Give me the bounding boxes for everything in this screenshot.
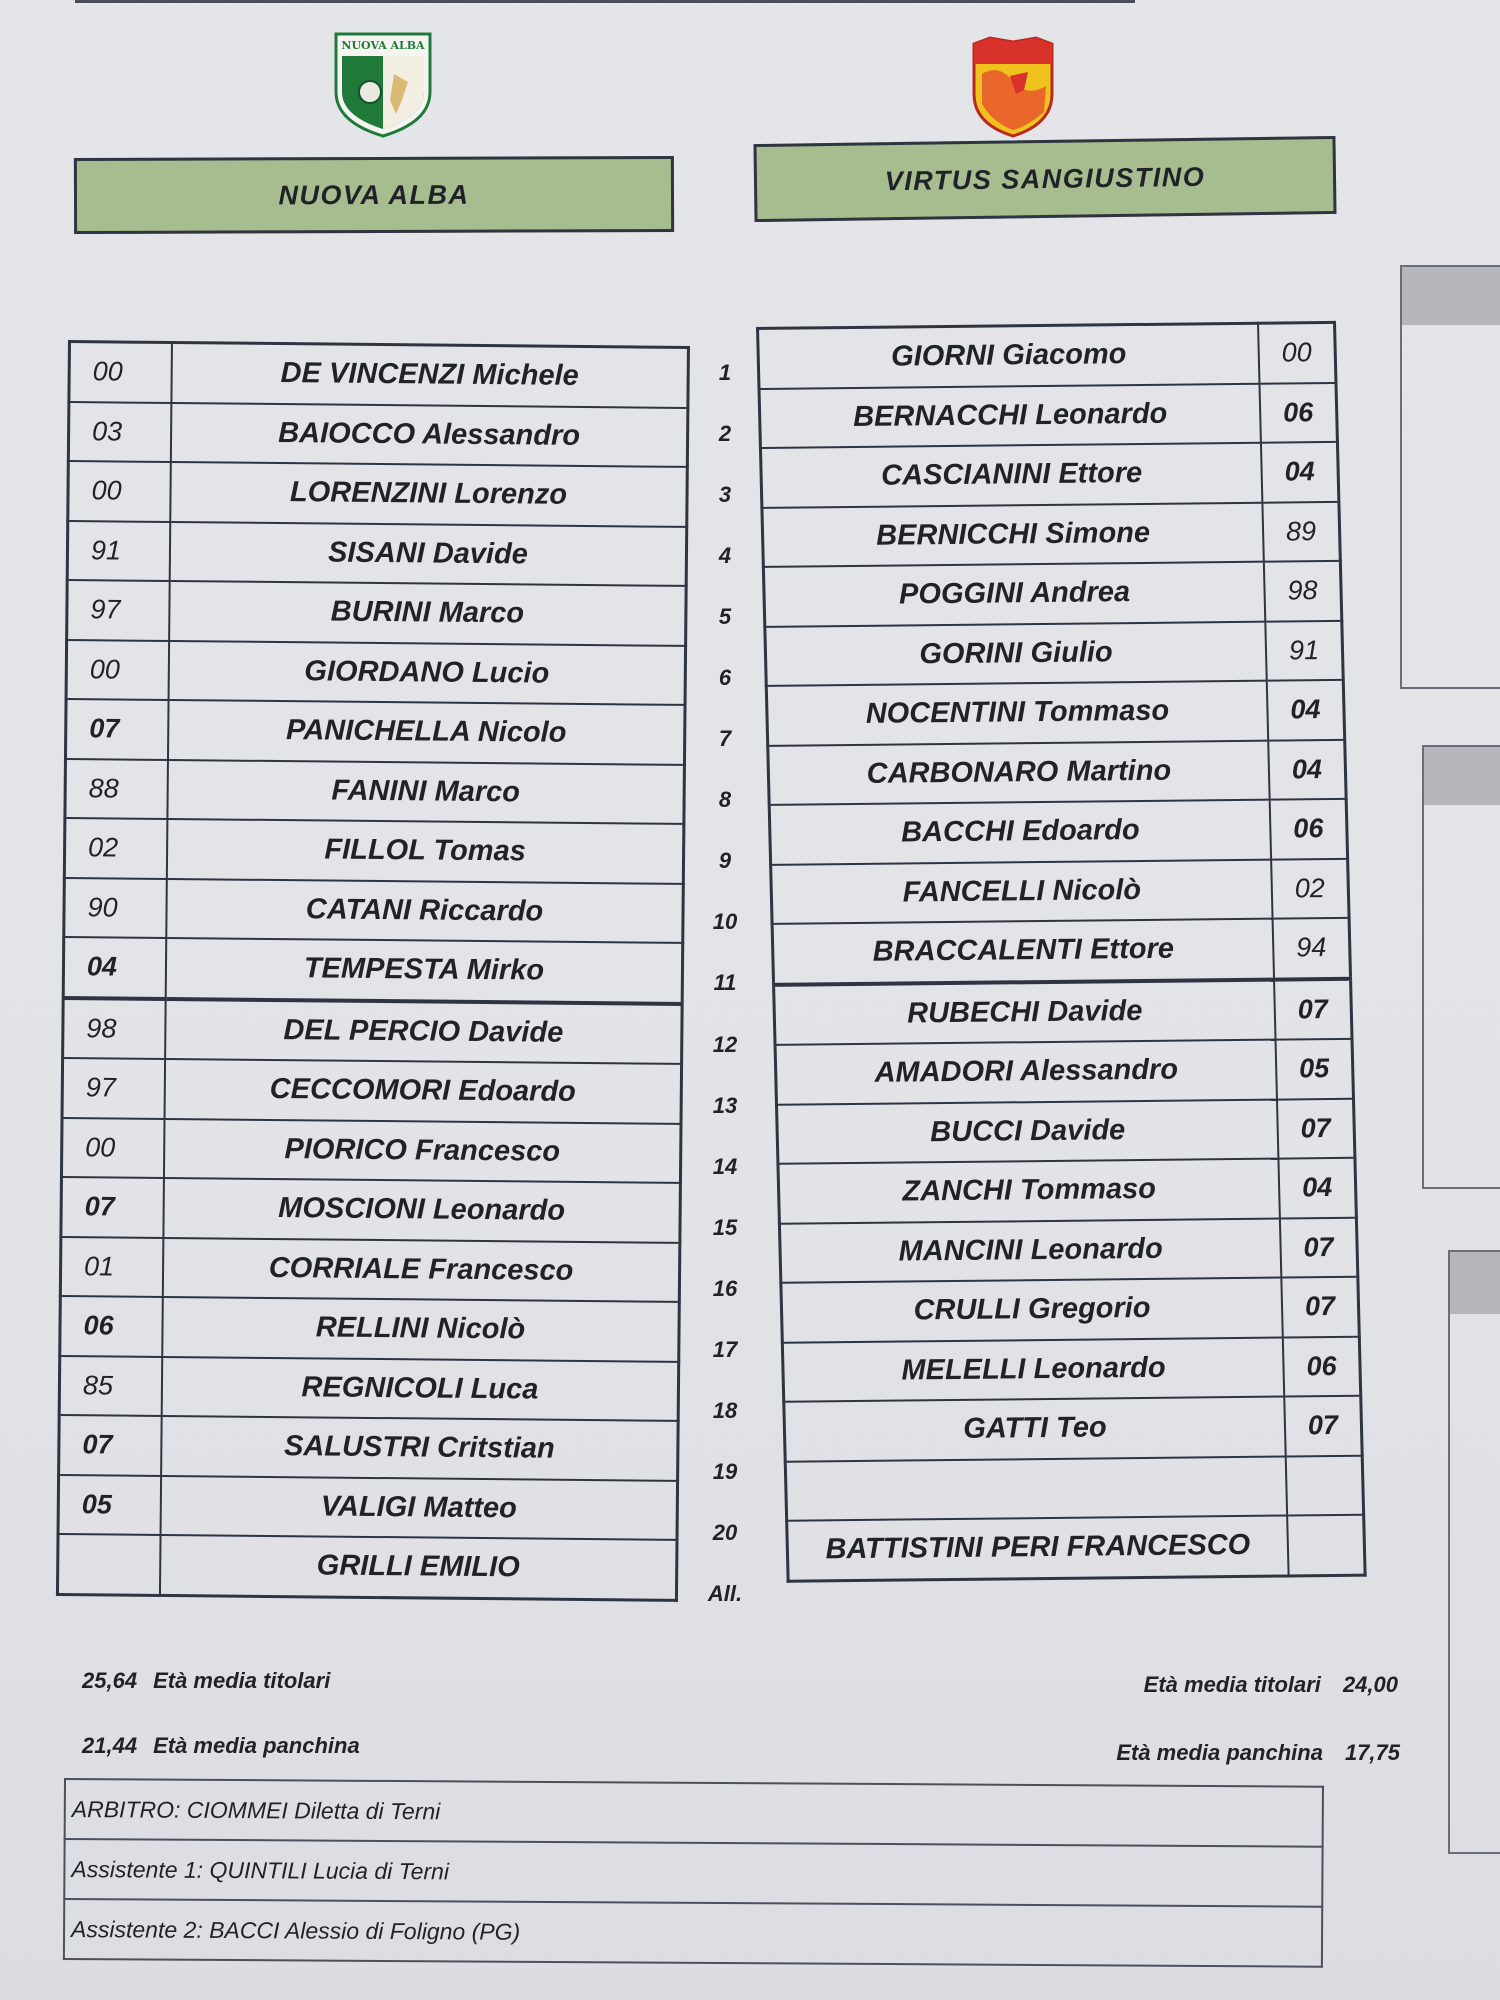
player-age: 07	[1280, 1217, 1358, 1277]
player-name: GATTI Teo	[784, 1397, 1286, 1462]
coach-name: BATTISTINI PERI FRANCESCO	[787, 1516, 1289, 1581]
player-age: 00	[66, 640, 169, 700]
table-row	[774, 978, 1352, 1045]
player-age: 07	[65, 699, 168, 759]
shirt-number: 12	[712, 1031, 738, 1057]
table-row	[68, 461, 688, 526]
player-age: 89	[1262, 501, 1340, 561]
player-name: FANINI Marco	[167, 759, 684, 823]
table-row	[60, 1296, 680, 1361]
player-age: 02	[1271, 858, 1349, 918]
shirt-number: 5	[718, 603, 732, 629]
table-row	[61, 1177, 681, 1242]
shirt-number: 13	[712, 1092, 738, 1118]
table-row	[763, 561, 1341, 627]
assistant-1: Assistente 1: QUINTILI Lucia di Terni	[64, 1839, 1322, 1907]
player-name: VALIGI Matteo	[161, 1475, 678, 1539]
shirt-number: 10	[712, 909, 738, 935]
table-row	[775, 1039, 1353, 1105]
table-row	[62, 1058, 682, 1123]
player-name: GIORDANO Lucio	[169, 640, 686, 704]
player-name: CORRIALE Francesco	[163, 1237, 680, 1301]
player-age: 00	[69, 342, 172, 403]
table-row	[772, 918, 1350, 985]
player-age: 07	[1281, 1277, 1359, 1337]
table-row	[61, 1117, 681, 1182]
player-age: 07	[1274, 978, 1352, 1039]
table-row	[785, 1455, 1363, 1521]
player-age: 06	[1283, 1336, 1361, 1396]
player-name: CECCOMORI Edoardo	[165, 1059, 682, 1123]
table-row	[59, 1415, 679, 1480]
player-name: ZANCHI Tommaso	[778, 1159, 1280, 1224]
player-age: 85	[59, 1355, 162, 1415]
shirt-number: 15	[712, 1214, 738, 1240]
table-row	[63, 997, 683, 1063]
player-name: GIORNI Giacomo	[758, 323, 1260, 388]
player-age: 97	[62, 1058, 165, 1118]
player-age: 04	[1267, 680, 1345, 740]
table-row	[59, 1355, 679, 1420]
table-row	[64, 1899, 1322, 1967]
player-name: CRULLI Gregorio	[781, 1278, 1283, 1343]
player-name: MANCINI Leonardo	[779, 1218, 1281, 1283]
table-row	[782, 1336, 1360, 1402]
player-age: 98	[1264, 561, 1342, 621]
player-age: 00	[61, 1117, 164, 1177]
table-row	[787, 1515, 1365, 1581]
table-row	[65, 758, 685, 823]
player-name: LORENZINI Lorenzo	[170, 462, 687, 526]
player-age: 07	[1284, 1396, 1362, 1456]
shirt-number: 11	[713, 970, 737, 996]
shirt-number: 19	[712, 1459, 738, 1485]
player-name: BAIOCCO Alessandro	[171, 402, 688, 466]
avg-value: 21,44	[82, 1733, 138, 1758]
coach-name: GRILLI EMILIO	[160, 1535, 677, 1600]
shirt-number: 14	[712, 1153, 738, 1179]
table-row	[63, 937, 683, 1003]
player-name: TEMPESTA Mirko	[166, 938, 683, 1003]
player-age: 90	[64, 877, 167, 937]
avg-label: Età media titolari	[1143, 1672, 1321, 1697]
adjacent-sheet-fragment	[1448, 1250, 1500, 1854]
virtus-sangiustino-logo	[968, 34, 1058, 138]
avg-label: Età media panchina	[1116, 1740, 1323, 1765]
avg-value: 25,64	[82, 1668, 138, 1693]
player-age: 88	[65, 758, 168, 818]
player-age: 91	[1265, 620, 1343, 680]
player-name: CASCIANINI Ettore	[760, 443, 1262, 508]
player-name: AMADORI Alessandro	[775, 1040, 1277, 1105]
player-name: MELELLI Leonardo	[782, 1337, 1284, 1402]
player-name: REGNICOLI Luca	[162, 1356, 679, 1420]
player-age: 94	[1273, 918, 1351, 979]
away-team-name: VIRTUS SANGIUSTINO	[753, 136, 1336, 222]
table-row	[64, 877, 684, 942]
officials-table	[63, 1778, 1324, 1968]
table-row	[65, 1779, 1323, 1847]
table-row	[771, 858, 1349, 924]
table-row	[66, 640, 686, 705]
player-name: RUBECHI Davide	[774, 979, 1276, 1045]
player-name	[785, 1456, 1287, 1521]
shirt-number: 9	[718, 848, 732, 874]
away-roster-table	[756, 321, 1367, 1582]
player-name: BERNACCHI Leonardo	[759, 383, 1261, 448]
player-age: 97	[67, 580, 170, 640]
assistant-2: Assistente 2: BACCI Alessio di Foligno (PG)	[64, 1899, 1322, 1967]
player-name: BERNICCHI Simone	[762, 502, 1264, 567]
player-name: RELLINI Nicolò	[162, 1297, 679, 1361]
table-row	[67, 521, 687, 586]
table-row	[60, 1236, 680, 1301]
logo-text: NUOVA ALBA	[341, 39, 425, 52]
shirt-number: 7	[718, 726, 732, 752]
player-name: PANICHELLA Nicolo	[168, 700, 685, 764]
table-row	[779, 1217, 1357, 1283]
home-avg-starters	[82, 1668, 330, 1694]
table-row	[784, 1396, 1362, 1462]
player-age: 02	[64, 818, 167, 878]
table-row	[759, 382, 1337, 448]
player-name: CARBONARO Martino	[768, 740, 1270, 805]
player-age	[1286, 1455, 1364, 1515]
shirt-number: 20	[712, 1520, 738, 1546]
table-row	[758, 322, 1336, 388]
player-age: 98	[63, 997, 166, 1058]
away-avg-bench	[1116, 1740, 1400, 1766]
player-age: 04	[1278, 1158, 1356, 1218]
avg-label: Età media titolari	[153, 1668, 331, 1693]
shirt-number-column	[700, 342, 750, 1625]
player-age: 06	[60, 1296, 163, 1356]
player-age: 06	[1270, 799, 1348, 859]
table-row	[64, 1839, 1322, 1907]
player-age: 06	[1259, 382, 1337, 442]
home-avg-bench	[82, 1733, 360, 1759]
top-rule	[75, 0, 1135, 3]
player-name: SISANI Davide	[170, 521, 687, 585]
player-age: 04	[63, 937, 166, 998]
player-age: 07	[59, 1415, 162, 1475]
table-row	[57, 1534, 677, 1600]
table-row	[776, 1098, 1354, 1164]
shirt-number: 8	[718, 787, 732, 813]
player-name: BRACCALENTI Ettore	[772, 919, 1274, 985]
player-name: FILLOL Tomas	[167, 819, 684, 883]
home-roster-table	[56, 340, 690, 1601]
player-name: DEL PERCIO Davide	[165, 998, 682, 1063]
table-row	[765, 620, 1343, 686]
table-row	[778, 1158, 1356, 1224]
player-age: 03	[68, 402, 171, 462]
player-name: GORINI Giulio	[765, 621, 1267, 686]
shirt-number: 17	[712, 1337, 738, 1363]
coach-age	[1287, 1515, 1365, 1576]
shirt-number: 2	[718, 420, 732, 446]
table-row	[64, 818, 684, 883]
player-age: 01	[60, 1236, 163, 1296]
referee: ARBITRO: CIOMMEI Diletta di Terni	[65, 1779, 1323, 1847]
avg-value: 17,75	[1344, 1740, 1400, 1765]
player-age: 04	[1268, 739, 1346, 799]
shirt-number: 4	[718, 542, 732, 568]
table-row	[67, 580, 687, 645]
table-row	[68, 402, 688, 467]
table-row	[766, 680, 1344, 746]
table-row	[760, 442, 1338, 508]
player-age: 05	[58, 1474, 161, 1534]
player-name: SALUSTRI Critstian	[161, 1416, 678, 1480]
player-name: PIORICO Francesco	[164, 1118, 681, 1182]
player-age: 00	[1258, 322, 1336, 383]
shirt-number: 18	[712, 1398, 738, 1424]
home-team-name: NUOVA ALBA	[74, 156, 674, 234]
player-age: 05	[1276, 1039, 1354, 1099]
shirt-number: All.	[707, 1581, 743, 1607]
table-row	[65, 699, 685, 764]
away-avg-starters	[1144, 1672, 1398, 1698]
player-name: CATANI Riccardo	[166, 878, 683, 942]
player-age: 07	[1277, 1098, 1355, 1158]
player-name: BUCCI Davide	[776, 1099, 1278, 1164]
player-name: POGGINI Andrea	[763, 562, 1265, 627]
player-name: BACCHI Edoardo	[769, 800, 1271, 865]
shirt-number: 6	[718, 665, 732, 691]
player-name: NOCENTINI Tommaso	[766, 681, 1268, 746]
table-row	[781, 1277, 1359, 1343]
shirt-number: 16	[712, 1275, 738, 1301]
player-age: 91	[67, 521, 170, 581]
player-age: 00	[68, 461, 171, 521]
player-name: FANCELLI Nicolò	[771, 859, 1273, 924]
table-row	[768, 739, 1346, 805]
adjacent-sheet-fragment	[1422, 745, 1500, 1189]
table-row	[69, 342, 689, 408]
player-name: MOSCIONI Leonardo	[163, 1178, 680, 1242]
table-row	[762, 501, 1340, 567]
avg-label: Età media panchina	[153, 1733, 360, 1758]
adjacent-sheet-fragment	[1400, 265, 1500, 689]
shirt-number: 3	[718, 481, 732, 507]
shirt-number: 1	[718, 359, 732, 385]
player-name: DE VINCENZI Michele	[171, 342, 688, 407]
nuova-alba-logo	[330, 30, 436, 138]
player-age: 04	[1261, 442, 1339, 502]
table-row	[769, 799, 1347, 865]
coach-age	[57, 1534, 160, 1595]
player-name: BURINI Marco	[169, 581, 686, 645]
player-age: 07	[61, 1177, 164, 1237]
table-row	[58, 1474, 678, 1539]
avg-value: 24,00	[1342, 1672, 1398, 1697]
